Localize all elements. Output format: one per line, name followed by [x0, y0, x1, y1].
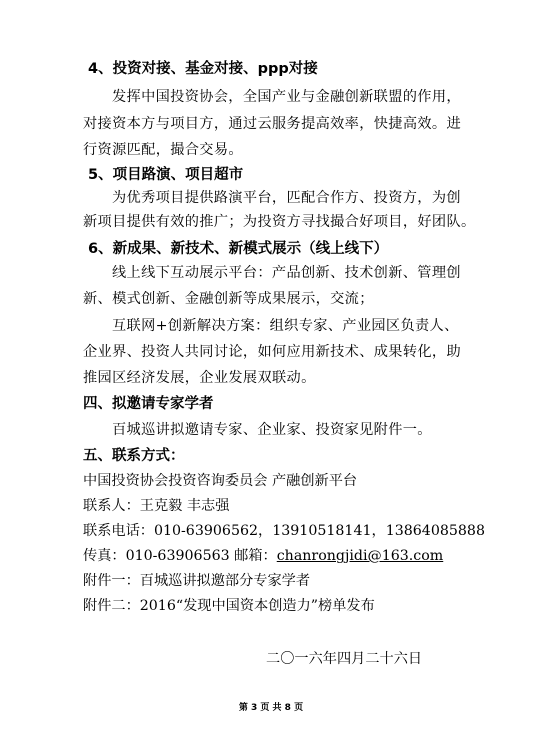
paragraph-line: 推园区经济发展，企业发展双联动。: [83, 370, 316, 386]
section-five-heading: 五、联系方式：: [83, 448, 185, 464]
contact-fax: 传真：010-63906563 邮箱：: [83, 548, 277, 564]
document-date: 二〇一六年四月二十六日: [266, 651, 423, 667]
paragraph-line: 新、模式创新、金融创新等成果展示，交流；: [83, 291, 374, 307]
paragraph-line: 新项目提供有效的推广；为投资方寻找撮合好项目，好团队。: [83, 214, 476, 230]
contact-email-link[interactable]: chanrongjidi@163.com: [276, 548, 444, 564]
paragraph-line: 为优秀项目提供路演平台，匹配合作方、投资方，为创: [112, 190, 461, 206]
contact-person: 联系人：王克毅 丰志强: [83, 498, 230, 514]
paragraph-line: 行资源匹配，撮合交易。: [83, 142, 243, 158]
contact-fax-email-line: [0, 547, 542, 565]
page-footer: 第 3 页 共 8 页: [238, 703, 304, 713]
attachment-1: 附件一：百城巡讲拟邀部分专家学者: [83, 573, 311, 589]
paragraph-line: 企业界、投资人共同讨论，如何应用新技术、成果转化，助: [83, 344, 461, 360]
paragraph-line: 线上线下互动展示平台：产品创新、技术创新、管理创: [112, 265, 461, 281]
attachment-2: 附件二：2016“发现中国资本创造力”榜单发布: [83, 598, 375, 614]
contact-phone: 联系电话：010-63906562，13910518141，13864085888: [83, 523, 485, 539]
paragraph-line: 对接资本方与项目方，通过云服务提高效率，快捷高效。进: [83, 116, 461, 132]
contact-organization: 中国投资协会投资咨询委员会 产融创新平台: [83, 473, 358, 489]
paragraph-line: 互联网+创新解决方案：组织专家、产业园区负责人、: [112, 318, 459, 334]
section-4-heading: 4、投资对接、基金对接、ppp对接: [88, 61, 318, 77]
section-6-heading: 6、新成果、新技术、新模式展示（线上线下）: [88, 241, 389, 257]
section-5-heading: 5、项目路演、项目超市: [88, 167, 244, 183]
paragraph-line: 百城巡讲拟邀请专家、企业家、投资家见附件一。: [112, 422, 432, 438]
section-four-heading: 四、拟邀请专家学者: [83, 396, 214, 412]
paragraph-line: 发挥中国投资协会，全国产业与金融创新联盟的作用，: [112, 89, 461, 105]
